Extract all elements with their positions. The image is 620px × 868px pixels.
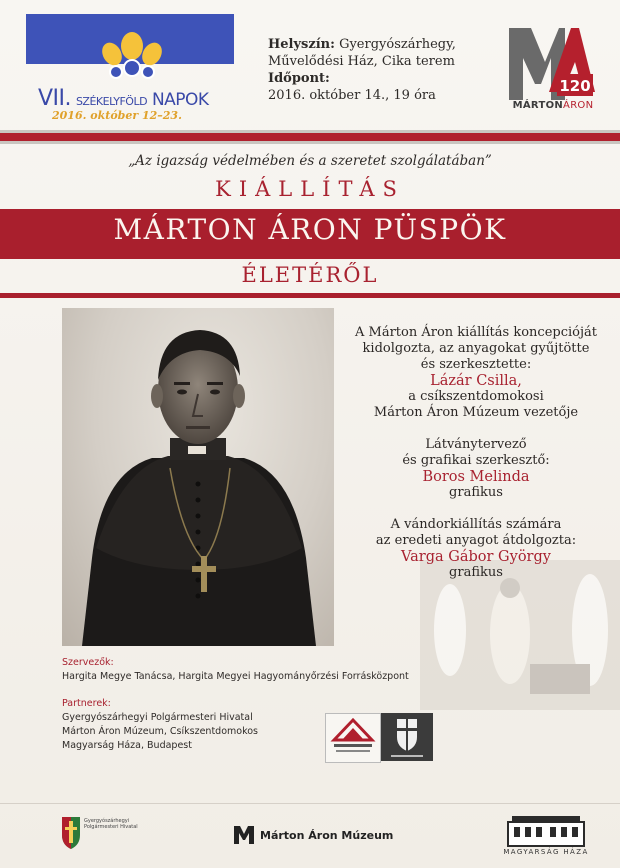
credits-line-2: kidolgozta, az anyagokat gyűjtötte: [362, 341, 590, 356]
motto: „Az igazság védelmében és a szeretet szolgálatában”: [128, 153, 492, 169]
tulip-icon: [92, 24, 172, 86]
marton-logo-name-light: ÁRON: [563, 100, 594, 111]
time-value: 2016. október 14., 19 óra: [268, 88, 436, 103]
header-divider: [0, 130, 620, 144]
credits-line-11: grafikus: [449, 565, 503, 580]
credits-line-5: Márton Áron Múzeum vezetője: [373, 405, 579, 420]
event-info: [268, 36, 488, 104]
credits-name-1: Lázár Csilla,: [430, 373, 522, 389]
portrait-image: [62, 308, 334, 646]
festival-title: [38, 86, 238, 111]
credits-line-10: az eredeti anyagot átdolgozta:: [375, 533, 577, 548]
partners: [62, 697, 258, 753]
hivatal-logo-text: Gyergyószárhegyi Polgármesteri Hivatal: [84, 818, 138, 830]
festival-name-small: SZÉKELYFÖLD: [75, 95, 148, 108]
credits-name-3: Varga Gábor György: [401, 549, 551, 565]
credits-line-3: és szerkesztette:: [420, 357, 532, 372]
marton-logo-name: [508, 100, 598, 111]
title-divider: [0, 293, 620, 298]
credits-line-6: Látványtervező: [425, 437, 527, 452]
partner-item: Márton Áron Múzeum, Csíkszentdomokos: [62, 726, 258, 737]
place-label: Helyszín:: [268, 37, 335, 52]
partner-item: Gyergyószárhegyi Polgármesteri Hivatal: [62, 712, 253, 723]
place-value-2: Művelődési Ház, Cika terem: [268, 54, 455, 69]
footer-divider: [0, 803, 620, 804]
organizers: [62, 656, 409, 684]
magyarsag-haza-text: MAGYARSÁG HÁZA: [503, 848, 589, 856]
credits-line-7: és grafikai szerkesztő:: [402, 453, 550, 468]
festival-dates: 2016. október 12–23.: [52, 109, 182, 122]
credits: [346, 325, 606, 581]
organizers-text: Hargita Megye Tanácsa, Hargita Megyei Hagyományőrzési Forrásközpont: [62, 671, 409, 682]
header-divider-red: [0, 133, 620, 141]
credits-name-2: Boros Melinda: [422, 469, 530, 485]
portrait-photo: [62, 308, 334, 646]
ceremony-background: [420, 560, 620, 710]
festival-name: NAPOK: [151, 90, 209, 110]
triangle-emblem-icon: [326, 714, 380, 762]
marton-logo-number: 120: [559, 77, 591, 95]
credits-line-1: A Márton Áron kiállítás koncepcióját: [355, 325, 597, 340]
partners-label: Partnerek:: [62, 698, 111, 709]
marton-aron-muzeum-logo: [232, 826, 412, 850]
title-main: MÁRTON ÁRON PÜSPÖK: [113, 213, 507, 246]
sponsor-logos: [325, 713, 433, 761]
time-label: Időpont:: [268, 71, 330, 86]
organizers-label: Szervezők:: [62, 657, 114, 668]
festival-logo: [26, 14, 234, 122]
coat-of-arms-icon: [381, 713, 433, 761]
hargita-forraskozpont-logo: [325, 713, 381, 763]
marton-logo-name-bold: MÁRTON: [512, 100, 564, 111]
title-subtitle: ÉLETÉRŐL: [241, 263, 379, 287]
place-value: Gyergyószárhegy,: [339, 37, 456, 52]
museum-m-icon: [232, 824, 256, 846]
partner-item: Magyarság Háza, Budapest: [62, 740, 192, 751]
festival-roman: VII.: [38, 86, 72, 111]
hargita-megye-logo: [381, 713, 433, 761]
title-exhibition: KIÁLLÍTÁS: [215, 177, 405, 201]
credits-line-9: A vándorkiállítás számára: [390, 517, 562, 532]
credits-line-4: a csíkszentdomokosi: [408, 389, 544, 404]
credits-line-8: grafikus: [449, 485, 503, 500]
museum-name: Márton Áron Múzeum: [260, 829, 394, 842]
